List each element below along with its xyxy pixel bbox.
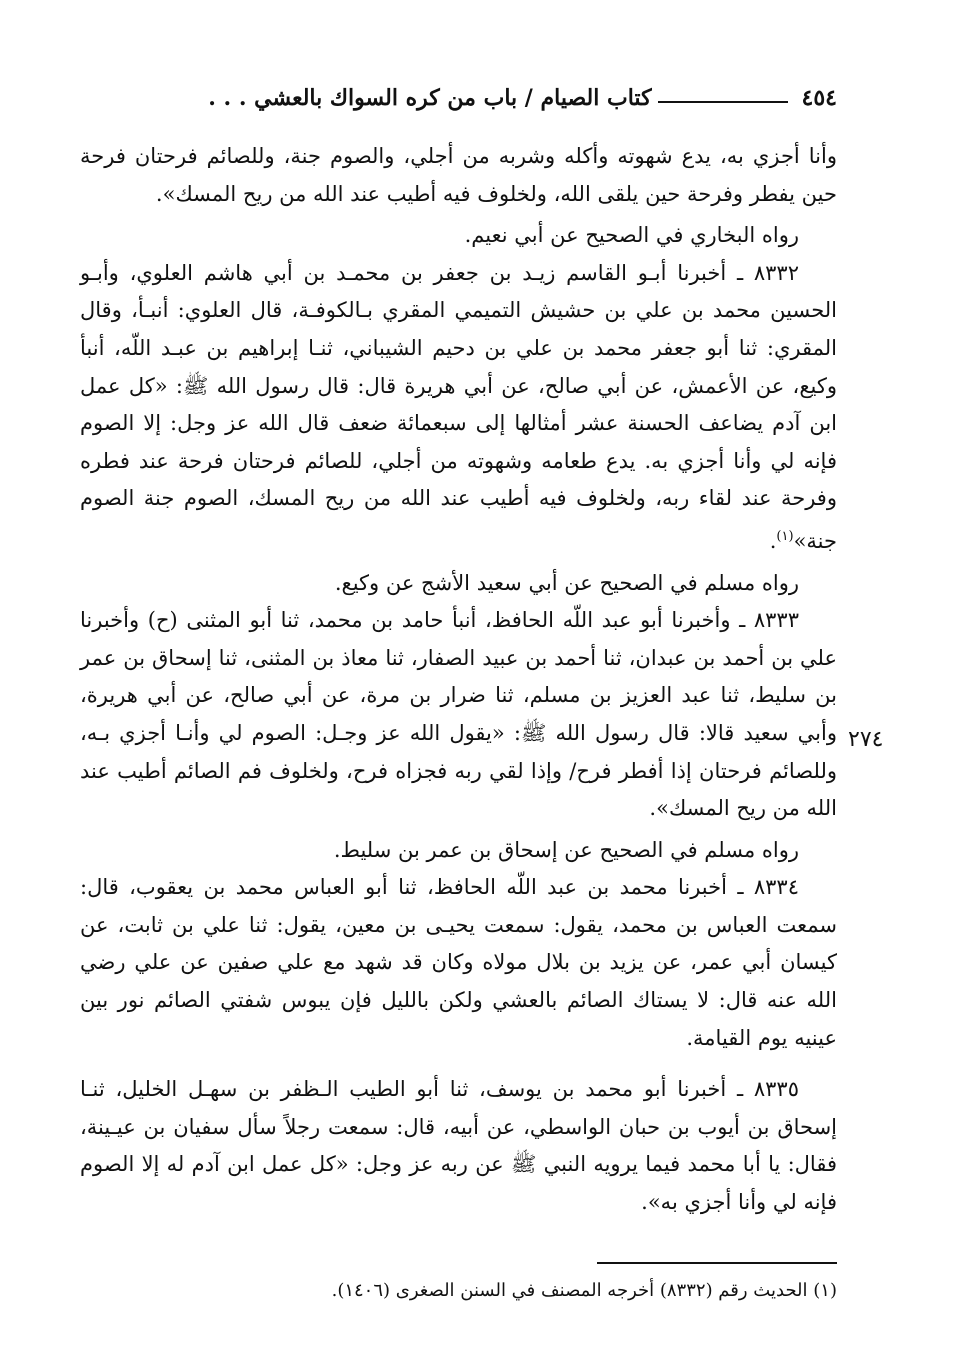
period: . [769, 528, 777, 553]
margin-page-marker: ٢٧٤ [848, 727, 884, 752]
footnote: (١) الحديث رقم (٨٣٣٢) أخرجه المصنف في السنن الصغرى (١٤٠٦). [331, 1280, 837, 1301]
paragraph-continuation: وأنا أجزي به، يدع شهوته وأكله وشربه من أجلي، والصوم جنة، وللصائم فرحتان فرحة حين يفطر وفرحة حين يلقى الله، ولخلوف فيه أطيب عند الله من ريح المسك». [80, 144, 837, 206]
narration-muslim-1: رواه مسلم في الصحيح عن أبي سعيد الأشج عن وكيع. [334, 570, 799, 595]
narration-bukhari: رواه البخاري في الصحيح عن أبي نعيم. [464, 223, 799, 248]
running-title: كتاب الصيام / باب من كره السواك بالعشي . . . [208, 85, 652, 111]
hadith-8332-text: ٨٣٣٢ ـ أخبرنا أبـو القاسم زيـد بن جعفر بن محمـد بن أبي هاشم العلوي، وأبـو الحسين محمد بن علي بن حشيش التميمي المقري بـالكوفـة، قال العلوي: أنبـأ، وقال المقري: ثنا أبو جعفر محمد بن علي بن دحيم الشيباني، ثنـا إبراهيم بن عبـد اللّه، أنبأ وكيع، عن الأعمش، عن أبي صالح، عن أبي هريرة قال: قال رسول الله ﷺ: «كل عمل ابن آدم يضاعف الحسنة عشر أمثالها إلى سبعمائة ضعف قال الله عز وجل: إلا الصوم فإنه لي وأنا أجزي به. يدع طعامه وشهوته من أجلي، للصائم فرحتان فرحة عند فطره وفرحة عند لقاء ربه، ولخلوف فيه أطيب عند الله من ريح المسك، الصوم جنة الصوم جنة» [80, 260, 837, 553]
hadith-8333: ٨٣٣٣ ـ وأخبرنا أبو عبد اللّه الحافظ، أنبأ حامد بن محمد، ثنا أبو المثنى (ح) وأخبرنا علي بن أحمد بن عبدان، ثنا أحمد بن عبيد الصفار، ثنا معاذ بن المثنى، ثنا إسحاق بن عمر بن سليط، ثنا عبد العزيز بن مسلم، ثنا ضرار بن مرة، عن أبي صالح، عن أبي هريرة، وأبي سعيد قالا: قال رسول الله ﷺ: «يقول الله عز وجـل: الصوم لي وأنـا أجزي بـه، وللصائم فرحتان إذا أفطر فرح/ وإذا لقي ربه فجزاه فرح، ولخلوف فم الصائم أطيب عند الله من ريح المسك». [80, 608, 837, 821]
main-text [80, 138, 837, 1222]
page-number: ٤٥٤ [801, 85, 837, 111]
narration-muslim-2: رواه مسلم في الصحيح عن إسحاق بن عمر بن سليط. [333, 837, 799, 862]
footnote-separator [597, 1262, 837, 1264]
page-header [85, 78, 837, 118]
footnote-reference: (١) [776, 528, 794, 544]
hadith-8334: ٨٣٣٤ ـ أخبرنا محمد بن عبد اللّه الحافظ، ثنا أبو العباس محمد بن يعقوب، قال: سمعت العباس بن محمد، يقول: سمعت يحيـى بن معين، يقول: ثنا علي بن ثابت، عن كيسان أبي عمر، عن يزيد بن بلال مولاه وكان قد شهد مع علي صفين عن علي رضي الله عنه قال: لا يستاك الصائم بالعشي ولكن بالليل فإن يبوس شفتي الصائم نور بين عينيه يوم القيامة. [80, 875, 837, 1050]
hadith-8332 [80, 255, 837, 561]
hadith-8335: ٨٣٣٥ ـ أخبرنا أبو محمد بن يوسف، ثنا أبو الطيب الـظفر بن سهـل الخليل، ثنـا إسحاق بن أيوب بن حبان الواسطي، عن أبيه، قال: سمعت رجلاً سأل سفيان بن عيـينة، فقال: يا أبا محمد فيما يرويه النبي ﷺ عن ربه عز وجل: «كل عمل ابن آدم له إلا الصوم فإنه لي وأنا أجزي به». [80, 1077, 837, 1215]
header-rule [658, 101, 788, 103]
